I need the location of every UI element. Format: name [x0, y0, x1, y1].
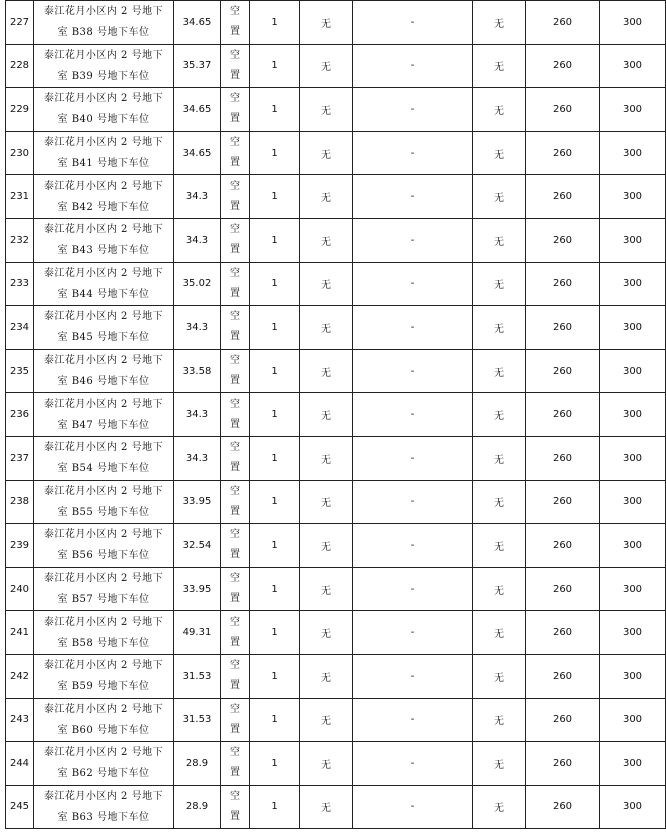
location-line-2: 室 B38 号地下车位 — [57, 27, 150, 39]
table-body — [6, 1, 666, 829]
row-number: 241 — [6, 611, 34, 655]
price-value-1: 260 — [526, 44, 600, 88]
location-line-2: 室 B57 号地下车位 — [57, 594, 150, 606]
status-cell — [221, 611, 250, 655]
parking-location — [34, 218, 174, 262]
price-value-2: 300 — [600, 785, 666, 829]
location-line-1: 泰江花月小区内 2 号地下 — [43, 790, 164, 802]
other-value: 无 — [473, 1, 526, 45]
table-row — [6, 262, 666, 306]
location-line-1: 泰江花月小区内 2 号地下 — [43, 180, 164, 192]
other-value: 无 — [473, 262, 526, 306]
dash-value: - — [353, 654, 473, 698]
status-cell — [221, 742, 250, 786]
price-value-1: 260 — [526, 436, 600, 480]
price-value-2: 300 — [600, 218, 666, 262]
location-line-2: 室 B60 号地下车位 — [57, 724, 150, 736]
status-char-2: 置 — [230, 331, 240, 343]
parking-location — [34, 262, 174, 306]
dash-value: - — [353, 349, 473, 393]
quantity-value: 1 — [250, 262, 300, 306]
row-number: 239 — [6, 524, 34, 568]
dash-value: - — [353, 1, 473, 45]
location-line-1: 泰江花月小区内 2 号地下 — [43, 573, 164, 585]
other-value: 无 — [473, 218, 526, 262]
status-cell — [221, 436, 250, 480]
row-number: 235 — [6, 349, 34, 393]
status-char-1: 空 — [230, 6, 240, 18]
quantity-value: 1 — [250, 131, 300, 175]
dash-value: - — [353, 262, 473, 306]
table-row — [6, 306, 666, 350]
price-value-2: 300 — [600, 654, 666, 698]
other-value: 无 — [473, 131, 526, 175]
price-value-2: 300 — [600, 480, 666, 524]
lien-value: 无 — [300, 218, 353, 262]
location-line-1: 泰江花月小区内 2 号地下 — [43, 311, 164, 323]
price-value-1: 260 — [526, 698, 600, 742]
other-value: 无 — [473, 436, 526, 480]
area-value: 31.53 — [174, 698, 221, 742]
lien-value: 无 — [300, 436, 353, 480]
table-row — [6, 175, 666, 219]
area-value: 33.95 — [174, 567, 221, 611]
lien-value: 无 — [300, 349, 353, 393]
status-char-2: 置 — [230, 200, 240, 212]
row-number: 237 — [6, 436, 34, 480]
location-line-2: 室 B56 号地下车位 — [57, 550, 150, 562]
parking-space-table-page — [5, 0, 666, 829]
price-value-1: 260 — [526, 1, 600, 45]
quantity-value: 1 — [250, 611, 300, 655]
other-value: 无 — [473, 785, 526, 829]
other-value: 无 — [473, 698, 526, 742]
table-row — [6, 218, 666, 262]
parking-location — [34, 44, 174, 88]
price-value-1: 260 — [526, 393, 600, 437]
status-char-2: 置 — [230, 462, 240, 474]
status-char-1: 空 — [230, 137, 240, 149]
status-char-1: 空 — [230, 573, 240, 585]
status-char-1: 空 — [230, 355, 240, 367]
dash-value: - — [353, 306, 473, 350]
status-char-1: 空 — [230, 703, 240, 715]
table-row — [6, 611, 666, 655]
table-row — [6, 742, 666, 786]
area-value: 49.31 — [174, 611, 221, 655]
location-line-1: 泰江花月小区内 2 号地下 — [43, 398, 164, 410]
parking-location — [34, 393, 174, 437]
price-value-2: 300 — [600, 88, 666, 132]
row-number: 234 — [6, 306, 34, 350]
table-row — [6, 480, 666, 524]
dash-value: - — [353, 131, 473, 175]
row-number: 240 — [6, 567, 34, 611]
location-line-1: 泰江花月小区内 2 号地下 — [43, 93, 164, 105]
parking-location — [34, 175, 174, 219]
quantity-value: 1 — [250, 44, 300, 88]
parking-location — [34, 88, 174, 132]
status-cell — [221, 567, 250, 611]
status-char-2: 置 — [230, 287, 240, 299]
price-value-2: 300 — [600, 44, 666, 88]
price-value-1: 260 — [526, 785, 600, 829]
quantity-value: 1 — [250, 480, 300, 524]
status-char-1: 空 — [230, 616, 240, 628]
dash-value: - — [353, 524, 473, 568]
parking-location — [34, 349, 174, 393]
area-value: 35.02 — [174, 262, 221, 306]
price-value-1: 260 — [526, 567, 600, 611]
parking-location — [34, 306, 174, 350]
area-value: 33.58 — [174, 349, 221, 393]
lien-value: 无 — [300, 88, 353, 132]
location-line-2: 室 B54 号地下车位 — [57, 463, 150, 475]
other-value: 无 — [473, 349, 526, 393]
location-line-1: 泰江花月小区内 2 号地下 — [43, 224, 164, 236]
parking-location — [34, 742, 174, 786]
location-line-2: 室 B58 号地下车位 — [57, 637, 150, 649]
row-number: 233 — [6, 262, 34, 306]
location-line-2: 室 B55 号地下车位 — [57, 506, 150, 518]
quantity-value: 1 — [250, 436, 300, 480]
location-line-2: 室 B44 号地下车位 — [57, 288, 150, 300]
price-value-2: 300 — [600, 393, 666, 437]
location-line-2: 室 B39 号地下车位 — [57, 70, 150, 82]
area-value: 34.3 — [174, 175, 221, 219]
location-line-2: 室 B41 号地下车位 — [57, 158, 150, 170]
table-row — [6, 436, 666, 480]
area-value: 31.53 — [174, 654, 221, 698]
row-number: 228 — [6, 44, 34, 88]
parking-location — [34, 131, 174, 175]
area-value: 34.3 — [174, 393, 221, 437]
quantity-value: 1 — [250, 306, 300, 350]
status-char-2: 置 — [230, 69, 240, 81]
status-cell — [221, 524, 250, 568]
status-char-2: 置 — [230, 723, 240, 735]
price-value-1: 260 — [526, 480, 600, 524]
row-number: 231 — [6, 175, 34, 219]
status-char-1: 空 — [230, 790, 240, 802]
quantity-value: 1 — [250, 524, 300, 568]
area-value: 34.65 — [174, 1, 221, 45]
location-line-1: 泰江花月小区内 2 号地下 — [43, 355, 164, 367]
lien-value: 无 — [300, 742, 353, 786]
status-char-2: 置 — [230, 418, 240, 430]
price-value-1: 260 — [526, 306, 600, 350]
price-value-2: 300 — [600, 524, 666, 568]
location-line-1: 泰江花月小区内 2 号地下 — [43, 137, 164, 149]
quantity-value: 1 — [250, 393, 300, 437]
location-line-1: 泰江花月小区内 2 号地下 — [43, 660, 164, 672]
location-line-2: 室 B40 号地下车位 — [57, 114, 150, 126]
parking-location — [34, 480, 174, 524]
location-line-1: 泰江花月小区内 2 号地下 — [43, 529, 164, 541]
dash-value: - — [353, 393, 473, 437]
price-value-1: 260 — [526, 131, 600, 175]
area-value: 32.54 — [174, 524, 221, 568]
other-value: 无 — [473, 567, 526, 611]
other-value: 无 — [473, 44, 526, 88]
status-char-1: 空 — [230, 224, 240, 236]
parking-location — [34, 785, 174, 829]
parking-location — [34, 567, 174, 611]
table-row — [6, 567, 666, 611]
price-value-2: 300 — [600, 175, 666, 219]
status-char-1: 空 — [230, 311, 240, 323]
lien-value: 无 — [300, 654, 353, 698]
location-line-1: 泰江花月小区内 2 号地下 — [43, 485, 164, 497]
price-value-1: 260 — [526, 262, 600, 306]
status-char-1: 空 — [230, 267, 240, 279]
status-char-2: 置 — [230, 113, 240, 125]
other-value: 无 — [473, 175, 526, 219]
dash-value: - — [353, 567, 473, 611]
table-row — [6, 698, 666, 742]
lien-value: 无 — [300, 44, 353, 88]
price-value-1: 260 — [526, 175, 600, 219]
table-row — [6, 131, 666, 175]
status-char-1: 空 — [230, 747, 240, 759]
location-line-2: 室 B43 号地下车位 — [57, 245, 150, 257]
area-value: 34.3 — [174, 218, 221, 262]
status-cell — [221, 785, 250, 829]
quantity-value: 1 — [250, 654, 300, 698]
price-value-2: 300 — [600, 436, 666, 480]
lien-value: 无 — [300, 567, 353, 611]
other-value: 无 — [473, 742, 526, 786]
table-row — [6, 349, 666, 393]
lien-value: 无 — [300, 611, 353, 655]
area-value: 35.37 — [174, 44, 221, 88]
quantity-value: 1 — [250, 698, 300, 742]
row-number: 243 — [6, 698, 34, 742]
dash-value: - — [353, 698, 473, 742]
status-char-2: 置 — [230, 593, 240, 605]
status-char-2: 置 — [230, 767, 240, 779]
table-row — [6, 393, 666, 437]
area-value: 34.3 — [174, 436, 221, 480]
price-value-1: 260 — [526, 654, 600, 698]
price-value-1: 260 — [526, 742, 600, 786]
price-value-1: 260 — [526, 349, 600, 393]
area-value: 28.9 — [174, 742, 221, 786]
parking-space-table — [5, 0, 666, 829]
parking-location — [34, 611, 174, 655]
table-row — [6, 1, 666, 45]
quantity-value: 1 — [250, 88, 300, 132]
status-cell — [221, 698, 250, 742]
status-char-2: 置 — [230, 549, 240, 561]
status-cell — [221, 44, 250, 88]
quantity-value: 1 — [250, 1, 300, 45]
price-value-1: 260 — [526, 88, 600, 132]
price-value-2: 300 — [600, 611, 666, 655]
status-cell — [221, 393, 250, 437]
price-value-1: 260 — [526, 524, 600, 568]
row-number: 227 — [6, 1, 34, 45]
area-value: 33.95 — [174, 480, 221, 524]
quantity-value: 1 — [250, 742, 300, 786]
quantity-value: 1 — [250, 785, 300, 829]
status-char-1: 空 — [230, 398, 240, 410]
parking-location — [34, 698, 174, 742]
location-line-2: 室 B46 号地下车位 — [57, 376, 150, 388]
dash-value: - — [353, 175, 473, 219]
table-row — [6, 524, 666, 568]
status-cell — [221, 349, 250, 393]
lien-value: 无 — [300, 175, 353, 219]
table-row — [6, 654, 666, 698]
location-line-1: 泰江花月小区内 2 号地下 — [43, 747, 164, 759]
row-number: 245 — [6, 785, 34, 829]
lien-value: 无 — [300, 131, 353, 175]
lien-value: 无 — [300, 785, 353, 829]
dash-value: - — [353, 480, 473, 524]
status-cell — [221, 131, 250, 175]
dash-value: - — [353, 88, 473, 132]
row-number: 230 — [6, 131, 34, 175]
area-value: 34.3 — [174, 306, 221, 350]
other-value: 无 — [473, 480, 526, 524]
status-char-1: 空 — [230, 529, 240, 541]
other-value: 无 — [473, 88, 526, 132]
status-char-1: 空 — [230, 485, 240, 497]
row-number: 232 — [6, 218, 34, 262]
location-line-2: 室 B59 号地下车位 — [57, 681, 150, 693]
status-cell — [221, 175, 250, 219]
quantity-value: 1 — [250, 349, 300, 393]
location-line-1: 泰江花月小区内 2 号地下 — [43, 442, 164, 454]
row-number: 236 — [6, 393, 34, 437]
area-value: 28.9 — [174, 785, 221, 829]
status-char-2: 置 — [230, 375, 240, 387]
row-number: 242 — [6, 654, 34, 698]
other-value: 无 — [473, 654, 526, 698]
price-value-2: 300 — [600, 131, 666, 175]
dash-value: - — [353, 218, 473, 262]
status-cell — [221, 480, 250, 524]
location-line-2: 室 B63 号地下车位 — [57, 811, 150, 823]
status-char-2: 置 — [230, 505, 240, 517]
location-line-1: 泰江花月小区内 2 号地下 — [43, 267, 164, 279]
status-char-2: 置 — [230, 244, 240, 256]
parking-location — [34, 1, 174, 45]
price-value-1: 260 — [526, 218, 600, 262]
location-line-2: 室 B42 号地下车位 — [57, 201, 150, 213]
quantity-value: 1 — [250, 218, 300, 262]
status-char-1: 空 — [230, 180, 240, 192]
row-number: 244 — [6, 742, 34, 786]
lien-value: 无 — [300, 306, 353, 350]
area-value: 34.65 — [174, 88, 221, 132]
status-char-1: 空 — [230, 442, 240, 454]
lien-value: 无 — [300, 524, 353, 568]
status-cell — [221, 262, 250, 306]
dash-value: - — [353, 742, 473, 786]
price-value-1: 260 — [526, 611, 600, 655]
location-line-2: 室 B47 号地下车位 — [57, 419, 150, 431]
price-value-2: 300 — [600, 262, 666, 306]
location-line-2: 室 B62 号地下车位 — [57, 768, 150, 780]
price-value-2: 300 — [600, 698, 666, 742]
status-char-2: 置 — [230, 157, 240, 169]
location-line-2: 室 B45 号地下车位 — [57, 332, 150, 344]
parking-location — [34, 524, 174, 568]
table-row — [6, 88, 666, 132]
status-char-2: 置 — [230, 636, 240, 648]
lien-value: 无 — [300, 1, 353, 45]
location-line-1: 泰江花月小区内 2 号地下 — [43, 6, 164, 18]
location-line-1: 泰江花月小区内 2 号地下 — [43, 616, 164, 628]
status-char-2: 置 — [230, 810, 240, 822]
status-char-1: 空 — [230, 49, 240, 61]
parking-location — [34, 436, 174, 480]
other-value: 无 — [473, 306, 526, 350]
dash-value: - — [353, 436, 473, 480]
lien-value: 无 — [300, 393, 353, 437]
other-value: 无 — [473, 393, 526, 437]
row-number: 229 — [6, 88, 34, 132]
status-cell — [221, 1, 250, 45]
status-char-2: 置 — [230, 26, 240, 38]
price-value-2: 300 — [600, 306, 666, 350]
dash-value: - — [353, 611, 473, 655]
location-line-1: 泰江花月小区内 2 号地下 — [43, 703, 164, 715]
status-cell — [221, 306, 250, 350]
status-cell — [221, 218, 250, 262]
quantity-value: 1 — [250, 567, 300, 611]
status-char-1: 空 — [230, 660, 240, 672]
lien-value: 无 — [300, 262, 353, 306]
table-row — [6, 44, 666, 88]
lien-value: 无 — [300, 480, 353, 524]
price-value-2: 300 — [600, 349, 666, 393]
status-char-1: 空 — [230, 93, 240, 105]
location-line-1: 泰江花月小区内 2 号地下 — [43, 49, 164, 61]
table-row — [6, 785, 666, 829]
status-cell — [221, 654, 250, 698]
other-value: 无 — [473, 611, 526, 655]
status-cell — [221, 88, 250, 132]
price-value-2: 300 — [600, 1, 666, 45]
parking-location — [34, 654, 174, 698]
quantity-value: 1 — [250, 175, 300, 219]
lien-value: 无 — [300, 698, 353, 742]
price-value-2: 300 — [600, 567, 666, 611]
other-value: 无 — [473, 524, 526, 568]
area-value: 34.65 — [174, 131, 221, 175]
dash-value: - — [353, 44, 473, 88]
row-number: 238 — [6, 480, 34, 524]
status-char-2: 置 — [230, 680, 240, 692]
price-value-2: 300 — [600, 742, 666, 786]
dash-value: - — [353, 785, 473, 829]
